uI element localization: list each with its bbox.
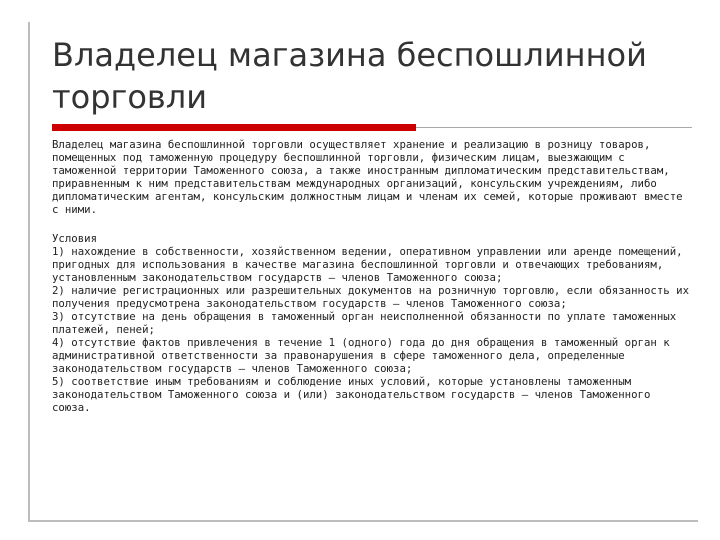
frame-bottom-line [28, 520, 698, 522]
title-line-2: торговли [52, 78, 208, 116]
condition-item: 1) нахождение в собственности, хозяйственном ведении, оперативном управлении или аренде помещений, пригодных для использования в качестве магазина беспошлинной торговли и отвечающих требованиям, установленным законодательством государств – членов Таможенного союза; [52, 245, 683, 284]
condition-item: 3) отсутствие на день обращения в таможенный орган неисполненной обязанности по уплате таможенных платежей, пеней; [52, 310, 677, 336]
slide-title [52, 34, 692, 118]
condition-item: 2) наличие регистрационных или разрешительных документов на розничную торговлю, если обязанность их получения предусмотрена законодательством государств – членов Таможенного союза; [52, 284, 690, 310]
title-divider-line [416, 127, 692, 128]
slide-body [52, 138, 692, 414]
condition-item: 4) отсутствие фактов привлечения в течение 1 (одного) года до дня обращения в таможенный орган к административной ответственности за правонарушения в сфере таможенного дела, определенные законодательством государств – членов Таможенного союза; [52, 336, 670, 375]
conditions-heading: Условия [52, 232, 98, 245]
title-accent-bar [52, 124, 416, 131]
title-line-1: Владелец магазина беспошлинной [52, 36, 647, 74]
intro-paragraph: Владелец магазина беспошлинной торговли осуществляет хранение и реализацию в розницу товаров, помещенных под таможенную процедуру беспошлинной торговли, физическим лицам, выезжающим с таможенной территории Таможенного союза, а также иностранным дипломатическим представительствам, приравненным к ним представительствам международных организаций, консульским учреждениям, либо дипломатическим агентам, консульским должностным лицам и членам их семей, которые проживают вместе с ними. [52, 138, 683, 216]
frame-left-line [28, 22, 30, 522]
condition-item: 5) соответствие иным требованиям и соблюдение иных условий, которые установлены таможенным законодательством Таможенного союза и (или) законодательством государств – членов Таможенного союза. [52, 375, 651, 414]
